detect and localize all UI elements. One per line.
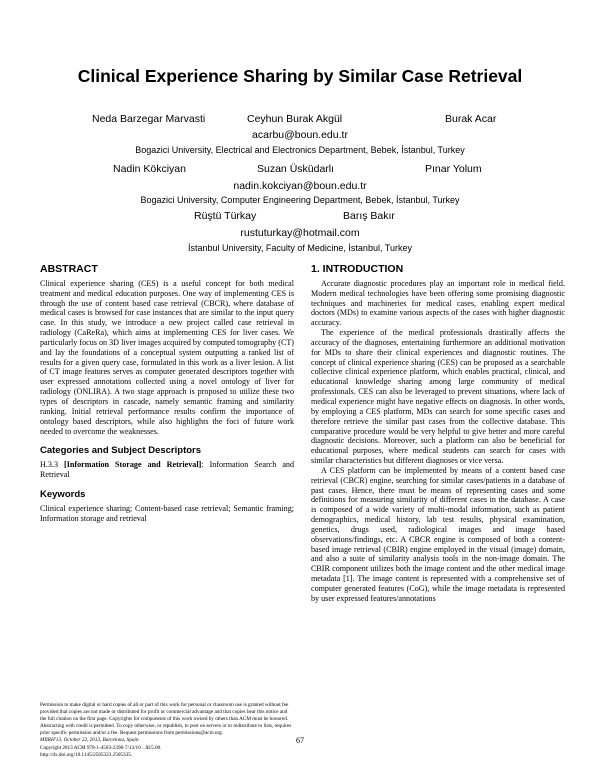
author-name: Burak Acar	[445, 113, 497, 125]
category-code: H.3.3	[40, 460, 58, 470]
author-name: Pınar Yolum	[425, 163, 482, 175]
permission-block	[40, 702, 294, 759]
permission-text: Permission to make digital or hard copies of all or part of this work for personal or classroom use is granted without fee provided that copies are not made or distributed for profit or commercial advantage and that copies bear this notice and the full citation on the first page. Copyrights for components of this work owned by others than ACM must be honored. Abstracting with credit is permitted. To copy otherwise, or republish, to post on servers or to redistribute to lists, requires prior specific permission and/or a fee. Request permissions from permissions@acm.org.	[40, 702, 292, 737]
page-number: 67	[296, 736, 304, 745]
categories-heading: Categories and Subject Descriptors	[40, 445, 202, 457]
author-name: Barış Bakır	[343, 210, 395, 222]
categories-text	[40, 460, 294, 480]
author-email[interactable]: nadin.kokciyan@boun.edu.tr	[233, 180, 367, 192]
category-name: [Information Storage and Retrieval]	[64, 460, 202, 470]
keywords-heading: Keywords	[40, 488, 86, 500]
author-email[interactable]: rustuturkay@hotmail.com	[240, 227, 360, 239]
copyright-line: Copyright 2013 ACM 978-1-4503-2398-7/13/10 ...$15.00.	[40, 744, 162, 751]
category-subject: : Information Search and Retrieval	[40, 460, 295, 480]
left-column	[40, 265, 294, 523]
author-name: Nadin Kökciyan	[113, 163, 186, 175]
keywords-text: Clinical experience sharing; Content-based case retrieval; Semantic framing; Information storage and retrieval	[40, 503, 294, 523]
author-email[interactable]: acarbu@boun.edu.tr	[252, 129, 348, 141]
intro-paragraph: Accurate diagnostic procedures play an important role in medical field. Modern medical technologies have been offering some promising diagnostic techniques and machineries for medical cases, enabling expert medical doctors (MDs) to examine various aspects of the cases with higher diagnostic accuracy.	[311, 278, 565, 328]
author-name: Neda Barzegar Marvasti	[92, 113, 206, 125]
author-name: Rüştü Türkay	[194, 210, 257, 222]
paper-title: Clinical Experience Sharing by Similar Case Retrieval	[77, 66, 523, 86]
intro-heading: 1. INTRODUCTION	[311, 263, 404, 275]
doi-link[interactable]: http://dx.doi.org/10.1145/2505323.2505335.	[40, 751, 133, 758]
author-affiliation: Bogazici University, Computer Engineering Department, Bebek, İstanbul, Turkey	[140, 195, 460, 205]
author-affiliation: İstanbul University, Faculty of Medicine, İstanbul, Turkey	[188, 243, 412, 253]
author-name: Suzan Üsküdarlı	[257, 163, 335, 175]
venue-line: MIIRH'13, October 22, 2013, Barcelona, Spain.	[40, 737, 140, 744]
abstract-heading: ABSTRACT	[40, 263, 98, 275]
intro-paragraph: The experience of the medical professionals drastically affects the accuracy of the diagnoses, entertaining furthermore an additional motivation for MDs to share their clinical experiences and diagnostic routines. The concept of clinical experience sharing (CES) can be proposed as a searchable collective clinical experience platform, which enables practical, clinical, and educational knowledge sharing among large community of medical professionals. CES can also be leveraged to prevent situations, where lack of medical experience might have negative effects on diagnosis. In other words, by employing a CES platform, MDs can search for some specific cases and therefore retrieve the similar past cases from the collective database. This comparative procedure would be very helpful to give better and more careful diagnostic decisions. Moreover, such a platform can also be beneficial for educational purposes, where medical students can search for cases with similar characteristics but different diagnoses or vice versa.	[311, 328, 565, 466]
right-column	[311, 265, 565, 604]
intro-paragraph: A CES platform can be implemented by means of a content based case retrieval (CBCR) engine, searching for similar cases/patients in a database of past cases. Hence, there must be means of representing cases and some definitions for measuring similarity of different cases in the database. A case is composed of a wide variety of multi-modal information, such as patient demographics, medical history, lab test results, physical examination, genetics, drugs used, radiological images and image based observations/findings, etc. A CBCR engine is composed of both a content-based image retrieval (CBIR) engine employed in the visual (image) domain, and also a suite of similarity analysis tools in the non-image domain. The CBIR component utilizes both the image content and the other medical image metadata [1]. The image content is represented with a comprehensive set of computer generated features (CoG), while the image metadata is represented by user expressed features/annotations	[311, 465, 565, 603]
author-affiliation: Bogazici University, Electrical and Electronics Department, Bebek, İstanbul, Turkey	[135, 145, 465, 155]
author-name: Ceyhun Burak Akgül	[247, 113, 343, 125]
abstract-text: Clinical experience sharing (CES) is a useful concept for both medical treatment and medical education purposes. One way of implementing CES is through the use of content based case retrieval (CBCR), where database of medical cases is browsed for case instances that are similar to the input query case. In this study, we introduce a new project called case retrieval in radiology (CaReRa), which aims at implementing CES for liver cases. We particularly focus on 3D liver images acquired by computed tomography (CT) and lay the foundations of a conceptual system outputting a ranked list of results for a given query case, formulated in this work as a liver lesion. A list of CT image features serves as computer generated descriptors together with user expressed annotations collected using a novel ontology of liver for radiology (ONLIRA). A two stage approach is proposed to utilize these two types of descriptors in cascade, namely semantic framing and similarity ranking. Initial retrieval performance results confirm the importance of ontology based descriptors, while also highlights the foci of future work needed to overcome the weaknesses.	[40, 278, 294, 436]
